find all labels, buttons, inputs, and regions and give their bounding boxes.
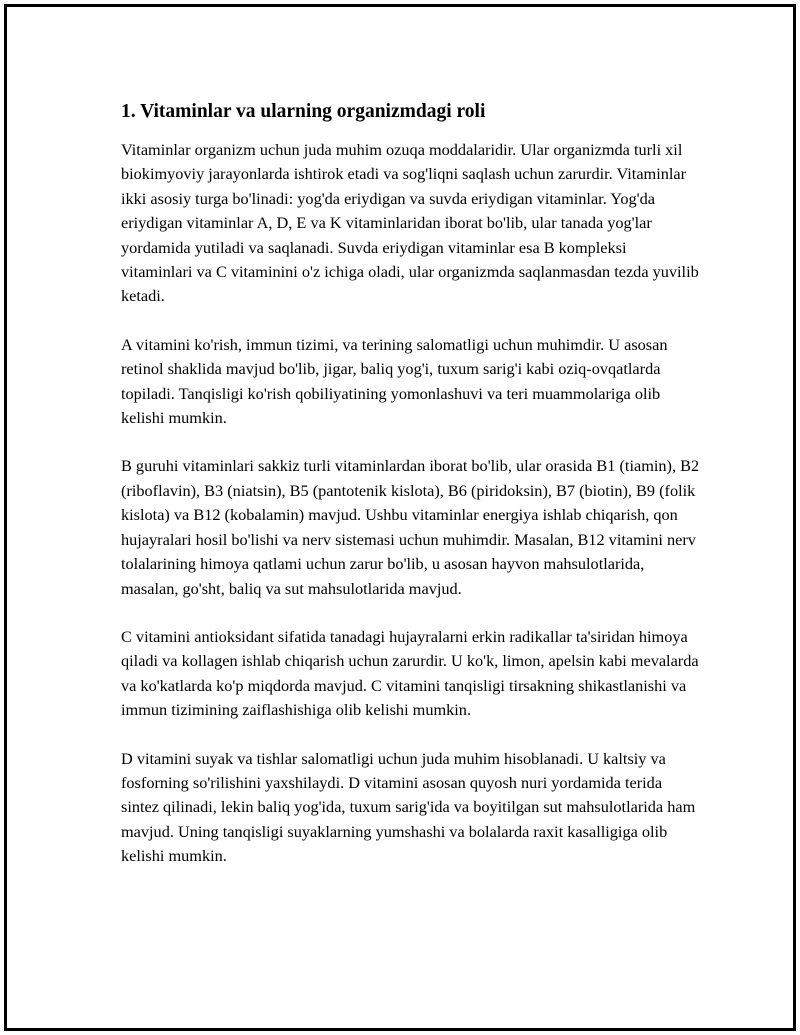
paragraph-vitamin-d: D vitamini suyak va tishlar salomatligi uchun juda muhim hisoblanadi. U kaltsiy va fosforning so'rilishini yaxshilaydi. D vitamini asosan quyosh nuri yordamida terida sintez qilinadi, lekin baliq yog'ida, tuxum sarig'ida va boyitilgan sut mahsulotlarida ham mavjud. Uning tanqisligi suyaklarning yumshashi va bolalarda raxit kasalligiga olib kelishi mumkin. <box>121 748 696 866</box>
page-frame <box>4 4 796 1031</box>
paragraph-vitamins-intro: Vitaminlar organizm uchun juda muhim ozuqa moddalaridir. Ular organizmda turli xil biokimyoviy jarayonlarda ishtirok etadi va sog'liqni saqlash uchun zarurdir. Vitaminlar ikki asosiy turga bo'linadi: yog'da eriydigan va suvda eriydigan vitaminlar. Yog'da eriydigan vitaminlar A, D, E va K vitaminlaridan iborat bo'lib, ular tanada yog'lar yordamida yutiladi va saqlanadi. Suvda eriydigan vitaminlar esa B kompleksi vitaminlari va C vitaminini o'z ichiga oladi, ular organizmda saqlanmasdan tezda yuvilib ketadi. <box>121 140 699 306</box>
paragraph-vitamin-a: A vitamini ko'rish, immun tizimi, va terining salomatligi uchun muhimdir. U asosan retinol shaklida mavjud bo'lib, jigar, baliq yog'i, tuxum sarig'i kabi oziq-ovqatlarda topiladi. Tanqisligi ko'rish qobiliyatining yomonlashuvi va teri muammolariga olib kelishi mumkin. <box>121 334 668 428</box>
paragraph-vitamin-c: C vitamini antioksidant sifatida tanadagi hujayralarni erkin radikallar ta'siridan himoya qiladi va kollagen ishlab chiqarish uchun zarurdir. U ko'k, limon, apelsin kabi mevalarda va ko'katlarda ko'p miqdorda mavjud. C vitamini tanqisligi tirsakning shikastlanishi va immun tizimining zaiflashishiga olib kelishi mumkin. <box>121 626 699 720</box>
section-heading: 1. Vitaminlar va ularning organizmdagi roli <box>121 101 486 122</box>
document-body <box>121 96 701 893</box>
paragraph-vitamin-b: B guruhi vitaminlari sakkiz turli vitaminlardan iborat bo'lib, ular orasida B1 (tiamin), B2 (riboflavin), B3 (niatsin), B5 (pantotenik kislota), B6 (piridoksin), B7 (biotin), B9 (folik kislota) va B12 (kobalamin) mavjud. Ushbu vitaminlar energiya ishlab chiqarish, qon hujayralari hosil bo'lishi va nerv sistemasi uchun muhimdir. Masalan, B12 vitamini nerv tolalarining himoya qatlami uchun zarur bo'lib, u asosan hayvon mahsulotlarida, masalan, go'sht, baliq va sut mahsulotlarida mavjud. <box>121 456 700 598</box>
